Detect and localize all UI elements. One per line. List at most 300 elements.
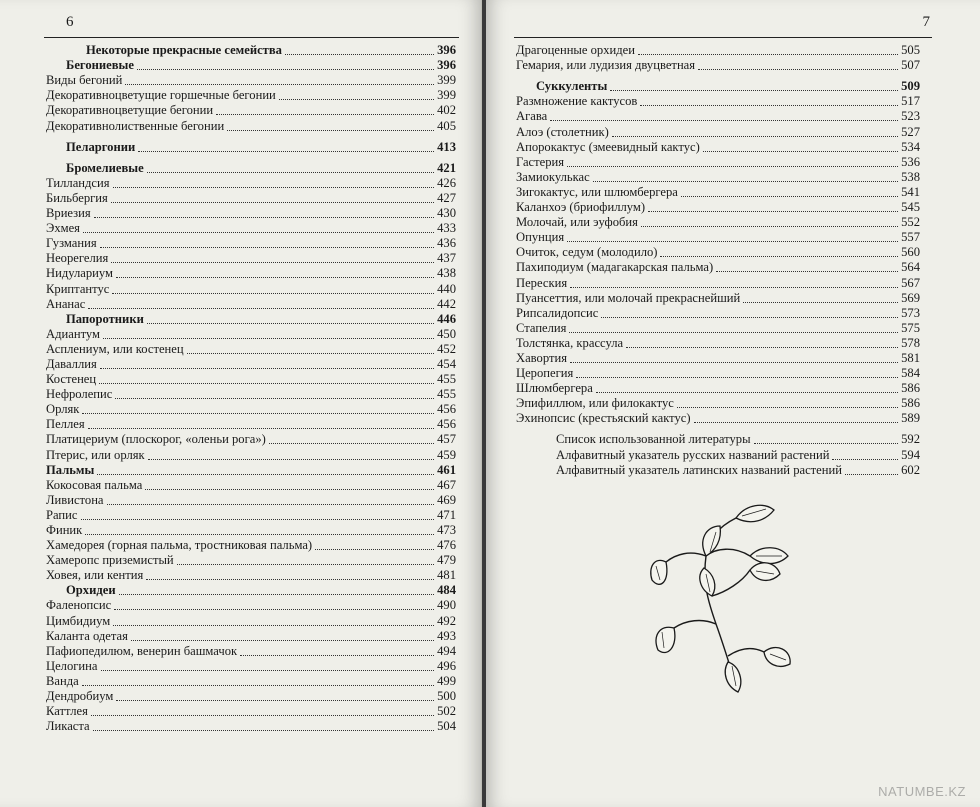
- toc-entry-page: 426: [437, 175, 456, 190]
- toc-entry-page: 427: [437, 190, 456, 205]
- toc-entry-title: Замиокулькас: [516, 169, 590, 184]
- toc-entry-title: Неорегелия: [46, 251, 109, 266]
- toc-entry-page: 517: [901, 94, 920, 109]
- dot-leader: [612, 136, 898, 137]
- toc-entry-title: Нидулариум: [46, 266, 113, 281]
- toc-entry-title: Каланта одетая: [46, 628, 128, 643]
- dot-leader: [148, 459, 434, 460]
- dot-leader: [147, 172, 434, 173]
- toc-entry-page: 496: [437, 658, 456, 673]
- toc-entry: [46, 342, 456, 357]
- dot-leader: [81, 519, 435, 520]
- toc-entry-title: Фаленопсис: [46, 598, 112, 613]
- toc-entry-title: Кокосовая пальма: [46, 477, 143, 492]
- header-rule: [44, 37, 459, 38]
- toc-entry-title: Список использованной литературы: [556, 432, 751, 447]
- toc-entry-page: 505: [901, 43, 920, 58]
- toc-entry: [516, 215, 920, 230]
- toc-entry-title: Ливистона: [46, 492, 104, 507]
- toc-entry: [46, 719, 456, 734]
- toc-entry-title: Пеллея: [46, 417, 85, 432]
- dot-leader: [88, 308, 434, 309]
- toc-entry: [516, 94, 920, 109]
- toc-entry-title: Птерис, или орляк: [46, 447, 145, 462]
- dot-leader: [83, 232, 434, 233]
- toc-entry: [516, 185, 920, 200]
- toc-entry: [46, 538, 456, 553]
- toc-entry: [46, 598, 456, 613]
- dot-leader: [100, 368, 434, 369]
- toc-entry: [516, 275, 920, 290]
- toc-entry-title: Агава: [516, 109, 548, 124]
- toc-entry-page: 589: [901, 411, 920, 426]
- toc-entry-page: 399: [437, 73, 456, 88]
- toc-entry: [516, 109, 920, 124]
- dot-leader: [570, 287, 898, 288]
- toc-entry: [46, 629, 456, 644]
- dot-leader: [593, 181, 898, 182]
- toc-entry: [46, 402, 456, 417]
- toc-entry-title: Цимбидиум: [46, 613, 111, 628]
- toc-entry-title: Бильбергия: [46, 190, 108, 205]
- toc-entry-page: 405: [437, 118, 456, 133]
- toc-entry-title: Бегониевые: [66, 58, 134, 73]
- dot-leader: [101, 670, 435, 671]
- dot-leader: [111, 202, 434, 203]
- toc-section-heading: [46, 583, 456, 598]
- toc-entry-page: 592: [901, 432, 920, 447]
- dot-leader: [698, 69, 898, 70]
- toc-entry-title: Драгоценные орхидеи: [516, 43, 636, 58]
- toc-entry-title: Адиантум: [46, 326, 101, 341]
- toc-entry-title: Целогина: [46, 658, 98, 673]
- toc-entry-title: Алфавитный указатель латинских названий растений: [556, 462, 842, 477]
- toc-section-heading: [46, 312, 456, 327]
- toc-entry-title: Дендробиум: [46, 689, 114, 704]
- dot-leader: [227, 130, 434, 131]
- toc-entry: [516, 381, 920, 396]
- toc-entry: [516, 432, 920, 447]
- dot-leader: [279, 99, 434, 100]
- toc-entry-title: Каттлея: [46, 704, 88, 719]
- toc-entry-title: Пахиподиум (мадагакарская пальма): [516, 260, 714, 275]
- toc-entry: [46, 221, 456, 236]
- toc-entry-page: 490: [437, 598, 456, 613]
- toc-entry-page: 494: [437, 643, 456, 658]
- watermark: NATUMBE.KZ: [878, 784, 966, 799]
- toc-entry: [46, 432, 456, 447]
- dot-leader: [116, 700, 434, 701]
- toc-entry: [516, 43, 920, 58]
- dot-leader: [138, 151, 434, 152]
- dot-leader: [111, 262, 434, 263]
- toc-entry-page: 527: [901, 124, 920, 139]
- toc-entry-page: 476: [437, 538, 456, 553]
- dot-leader: [626, 347, 898, 348]
- dot-leader: [103, 338, 434, 339]
- toc-entry-page: 430: [437, 206, 456, 221]
- dot-leader: [743, 302, 898, 303]
- toc-entry-page: 455: [437, 372, 456, 387]
- dot-leader: [100, 247, 434, 248]
- toc-entry: [46, 613, 456, 628]
- toc-section-heading: [46, 140, 456, 155]
- toc-entry-page: 413: [437, 139, 456, 154]
- toc-entry-title: Апорокактус (змеевидный кактус): [516, 139, 700, 154]
- toc-entry: [516, 291, 920, 306]
- toc-entry-page: 575: [901, 320, 920, 335]
- dot-leader: [269, 443, 434, 444]
- dot-leader: [567, 166, 898, 167]
- toc-entry-title: Тилландсия: [46, 175, 110, 190]
- toc-entry-page: 456: [437, 417, 456, 432]
- toc-entry-title: Размножение кактусов: [516, 94, 638, 109]
- toc-entry: [46, 372, 456, 387]
- toc-entry-page: 541: [901, 184, 920, 199]
- toc-entry-title: Финик: [46, 523, 83, 537]
- toc-entry: [46, 73, 456, 88]
- toc-entry-title: Орляк: [46, 402, 80, 417]
- toc-entry: [46, 103, 456, 118]
- toc-entry-page: 569: [901, 290, 920, 305]
- toc-entry-page: 502: [437, 704, 456, 719]
- toc-entry: [46, 357, 456, 372]
- toc-entry-page: 438: [437, 266, 456, 281]
- toc-entry: [516, 366, 920, 381]
- toc-entry-title: Некоторые прекрасные семейства: [86, 43, 282, 58]
- toc-entry-page: 456: [437, 402, 456, 417]
- toc-entry-title: Очиток, седум (молодило): [516, 245, 658, 260]
- toc-entry-title: Вриезия: [46, 206, 91, 221]
- toc-entry-page: 436: [437, 236, 456, 251]
- toc-entry-page: 461: [437, 462, 456, 477]
- toc-entry-page: 499: [437, 673, 456, 688]
- dot-leader: [716, 271, 898, 272]
- toc-entry-title: Церопегия: [516, 366, 574, 381]
- toc-entry-title: Декоративнолиственные бегонии: [46, 118, 225, 133]
- dot-leader: [112, 293, 434, 294]
- toc-entry: [46, 689, 456, 704]
- toc-entry-title: Платицериум (плоскорог, «оленьи рога»): [46, 432, 266, 447]
- toc-entry-page: 421: [437, 160, 456, 175]
- toc-entry-page: 594: [901, 447, 920, 462]
- toc-section-heading: [46, 58, 456, 73]
- toc-entry-title: Гузмания: [46, 236, 97, 251]
- toc-entry: [46, 88, 456, 103]
- toc-entry-title: Виды бегоний: [46, 73, 123, 88]
- dot-leader: [114, 609, 434, 610]
- ivy-plant-engraving-icon: [646, 496, 796, 706]
- dot-leader: [315, 549, 434, 550]
- toc-entry: [516, 396, 920, 411]
- dot-leader: [99, 383, 434, 384]
- toc-entry: [46, 674, 456, 689]
- toc-entry: [516, 58, 920, 73]
- dot-leader: [107, 504, 435, 505]
- toc-entry-title: Рипсалидопсис: [516, 305, 599, 320]
- toc-entry-title: Зигокактус, или шлюмбергера: [516, 184, 678, 199]
- toc-entry: [46, 297, 456, 312]
- toc-entry-title: Пеларгонии: [66, 139, 136, 154]
- toc-entry: [516, 411, 920, 426]
- dot-leader: [82, 685, 434, 686]
- toc-entry: [46, 704, 456, 719]
- toc-entry-title: Пафиопедилюм, венерин башмачок: [46, 643, 238, 658]
- toc-entry-title: Эхинопсис (крестьяский кактус): [516, 411, 691, 426]
- toc-entry-page: 492: [437, 613, 456, 628]
- toc-entry-page: 484: [437, 583, 456, 598]
- toc-entry-page: 457: [437, 432, 456, 447]
- dot-leader: [703, 151, 898, 152]
- toc-entry: [516, 200, 920, 215]
- toc-entry-title: Асплениум, или костенец: [46, 341, 184, 356]
- toc-entry-page: 504: [437, 719, 456, 734]
- toc-section-heading: [46, 161, 456, 176]
- toc-entry-title: Папоротники: [66, 311, 144, 326]
- toc-entry-title: Ховея, или кентия: [46, 568, 144, 583]
- toc-entry-page: 437: [437, 251, 456, 266]
- toc-entry-title: Ликаста: [46, 719, 90, 734]
- dot-leader: [638, 54, 898, 55]
- dot-leader: [146, 579, 434, 580]
- toc-entry: [46, 508, 456, 523]
- toc-entry: [46, 281, 456, 296]
- dot-leader: [240, 655, 434, 656]
- toc-entry: [46, 644, 456, 659]
- toc-entry-page: 581: [901, 350, 920, 365]
- toc-entry: [516, 336, 920, 351]
- toc-entry-page: 586: [901, 381, 920, 396]
- dot-leader: [567, 241, 898, 242]
- toc-entry: [46, 493, 456, 508]
- toc-entry-page: 454: [437, 356, 456, 371]
- toc-entry-title: Молочай, или эуфобия: [516, 215, 638, 230]
- toc-entry-page: 545: [901, 200, 920, 215]
- dot-leader: [660, 256, 898, 257]
- toc-entry-title: Гастерия: [516, 154, 565, 169]
- toc-entry: [46, 478, 456, 493]
- toc-entry-page: 446: [437, 311, 456, 326]
- toc-entry-title: Стапелия: [516, 320, 567, 335]
- toc-entry-page: 479: [437, 553, 456, 568]
- toc-entry: [516, 351, 920, 366]
- toc-entry-title: Эпифиллюм, или филокактус: [516, 396, 674, 411]
- toc-entry: [46, 387, 456, 402]
- toc-entry-page: 509: [901, 79, 920, 94]
- toc-entry: [46, 191, 456, 206]
- dot-leader: [596, 392, 898, 393]
- dot-leader: [641, 226, 898, 227]
- toc-entry-title: Хамеропс приземистый: [46, 553, 174, 568]
- toc-entry-title: Шлюмбергера: [516, 381, 593, 396]
- toc-entry-page: 442: [437, 296, 456, 311]
- toc-entry-page: 586: [901, 396, 920, 411]
- toc-entry-page: 399: [437, 88, 456, 103]
- toc-entry: [516, 260, 920, 275]
- toc-entry: [46, 176, 456, 191]
- toc-entry-page: 459: [437, 447, 456, 462]
- table-of-contents: [46, 43, 456, 734]
- toc-entry: [516, 321, 920, 336]
- toc-entry-page: 507: [901, 58, 920, 73]
- toc-entry: [46, 523, 456, 538]
- toc-entry-page: 467: [437, 477, 456, 492]
- toc-entry: [46, 417, 456, 432]
- dot-leader: [845, 474, 898, 475]
- toc-entry-page: 536: [901, 154, 920, 169]
- toc-entry-title: Даваллия: [46, 356, 97, 371]
- toc-entry-page: 452: [437, 341, 456, 356]
- toc-entry: [46, 266, 456, 281]
- toc-section-heading: [46, 43, 456, 58]
- toc-entry: [516, 124, 920, 139]
- dot-leader: [97, 474, 434, 475]
- dot-leader: [216, 114, 434, 115]
- toc-entry-page: 402: [437, 103, 456, 118]
- toc-entry-title: Переския: [516, 275, 568, 290]
- left-page: [0, 0, 482, 807]
- toc-entry-page: 440: [437, 281, 456, 296]
- toc-entry-page: 471: [437, 507, 456, 522]
- toc-entry-title: Ананас: [46, 296, 86, 311]
- toc-entry-page: 602: [901, 462, 920, 477]
- toc-entry: [46, 251, 456, 266]
- toc-entry-page: 523: [901, 109, 920, 124]
- toc-entry: [516, 447, 920, 462]
- toc-entry-page: 481: [437, 568, 456, 583]
- dot-leader: [137, 69, 434, 70]
- toc-entry-page: 560: [901, 245, 920, 260]
- toc-entry-page: 455: [437, 387, 456, 402]
- toc-entry: [516, 140, 920, 155]
- toc-entry: [46, 236, 456, 251]
- toc-entry-title: Опунция: [516, 230, 565, 245]
- dot-leader: [285, 54, 434, 55]
- toc-entry-page: 573: [901, 305, 920, 320]
- dot-leader: [681, 196, 898, 197]
- table-of-contents: [516, 43, 920, 478]
- toc-entry-title: Толстянка, крассула: [516, 335, 624, 350]
- toc-entry: [46, 327, 456, 342]
- toc-section-heading: [516, 79, 920, 94]
- toc-entry: [46, 447, 456, 462]
- dot-leader: [119, 594, 435, 595]
- dot-leader: [187, 353, 434, 354]
- toc-entry-page: 473: [437, 523, 456, 537]
- dot-leader: [550, 120, 898, 121]
- toc-entry-page: 493: [437, 628, 456, 643]
- dot-leader: [610, 90, 898, 91]
- toc-entry-title: Алфавитный указатель русских названий растений: [556, 447, 830, 462]
- toc-entry-title: Ванда: [46, 673, 79, 688]
- toc-entry-page: 552: [901, 215, 920, 230]
- toc-entry-page: 500: [437, 689, 456, 704]
- dot-leader: [113, 625, 434, 626]
- dot-leader: [93, 730, 434, 731]
- dot-leader: [85, 534, 434, 535]
- dot-leader: [94, 217, 434, 218]
- dot-leader: [88, 428, 434, 429]
- dot-leader: [601, 317, 898, 318]
- toc-section-heading: [46, 463, 456, 478]
- toc-entry: [46, 206, 456, 221]
- toc-entry-title: Алоэ (столетник): [516, 124, 609, 139]
- toc-entry-title: Каланхоэ (бриофиллум): [516, 200, 646, 215]
- toc-entry-title: Пальмы: [46, 462, 95, 477]
- dot-leader: [648, 211, 898, 212]
- toc-entry-page: 564: [901, 260, 920, 275]
- dot-leader: [754, 443, 899, 444]
- toc-entry: [516, 230, 920, 245]
- dot-leader: [832, 459, 898, 460]
- toc-entry-page: 578: [901, 335, 920, 350]
- toc-entry-title: Криптантус: [46, 281, 110, 296]
- toc-entry-title: Эхмея: [46, 221, 80, 236]
- dot-leader: [569, 332, 898, 333]
- dot-leader: [570, 362, 898, 363]
- toc-entry: [516, 155, 920, 170]
- dot-leader: [116, 277, 434, 278]
- dot-leader: [131, 640, 434, 641]
- page-number: 7: [922, 14, 930, 30]
- toc-entry: [516, 170, 920, 185]
- dot-leader: [677, 407, 898, 408]
- toc-entry-page: 433: [437, 221, 456, 236]
- dot-leader: [113, 187, 435, 188]
- toc-entry: [46, 118, 456, 133]
- dot-leader: [177, 564, 434, 565]
- toc-entry-title: Хамедорея (горная пальма, тростниковая пальма): [46, 538, 313, 553]
- toc-entry: [516, 245, 920, 260]
- toc-entry-page: 396: [437, 58, 456, 73]
- dot-leader: [145, 489, 434, 490]
- toc-entry-page: 567: [901, 275, 920, 290]
- toc-entry-title: Бромелиевые: [66, 160, 144, 175]
- toc-entry-page: 450: [437, 326, 456, 341]
- toc-entry-page: 534: [901, 139, 920, 154]
- dot-leader: [82, 413, 434, 414]
- toc-entry-title: Рапис: [46, 507, 78, 522]
- page-number: 6: [66, 14, 74, 30]
- dot-leader: [91, 715, 434, 716]
- toc-entry: [516, 306, 920, 321]
- toc-entry-title: Суккуленты: [536, 79, 608, 94]
- toc-entry-page: 584: [901, 366, 920, 381]
- toc-entry-title: Декоративноцветущие горшечные бегонии: [46, 88, 276, 103]
- toc-entry-page: 396: [437, 43, 456, 58]
- toc-entry-title: Декоративноцветущие бегонии: [46, 103, 214, 118]
- dot-leader: [147, 323, 434, 324]
- dot-leader: [640, 105, 898, 106]
- dot-leader: [125, 84, 434, 85]
- toc-entry: [46, 553, 456, 568]
- toc-entry-page: 538: [901, 169, 920, 184]
- toc-entry-title: Гемария, или лудизия двуцветная: [516, 58, 696, 73]
- toc-entry: [46, 659, 456, 674]
- dot-leader: [576, 377, 898, 378]
- toc-entry-title: Пуансеттия, или молочай прекраснейший: [516, 290, 741, 305]
- toc-entry-title: Нефролепис: [46, 387, 113, 402]
- toc-entry-title: Орхидеи: [66, 583, 116, 598]
- toc-entry-title: Хавортия: [516, 350, 568, 365]
- toc-entry-page: 557: [901, 230, 920, 245]
- toc-entry: [46, 568, 456, 583]
- dot-leader: [115, 398, 434, 399]
- toc-entry-page: 469: [437, 492, 456, 507]
- dot-leader: [694, 422, 899, 423]
- toc-entry-title: Костенец: [46, 372, 97, 387]
- toc-entry: [516, 463, 920, 478]
